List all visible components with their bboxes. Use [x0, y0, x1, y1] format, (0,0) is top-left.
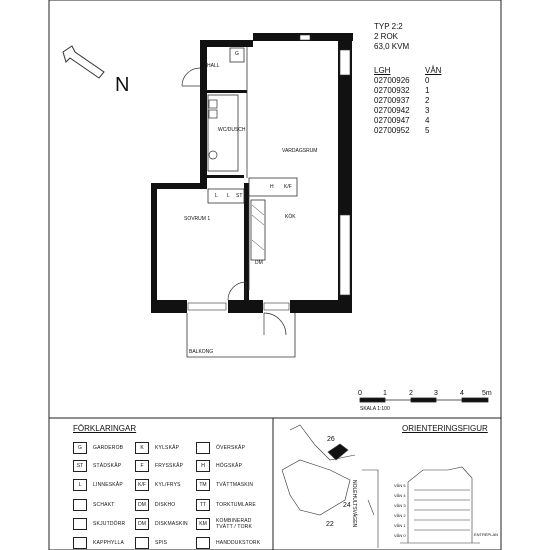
building-section [400, 467, 480, 543]
legend-item: TM TVÄTTMASKIN [196, 479, 253, 491]
orientation-title: ORIENTERINGSFIGUR [402, 424, 488, 433]
legend-item: K KYLSKÅP [135, 442, 179, 454]
apartment-van: 4 [425, 116, 430, 125]
fixture-l: L [227, 193, 230, 199]
floor-label: VÅN 5 [394, 483, 406, 488]
legend-item: G GARDEROB [73, 442, 123, 454]
legend-item: KM KOMBINERAD TVÄTT / TORK [196, 518, 266, 530]
legend-item: DM DISKMASKIN [135, 518, 188, 530]
orientation-map [282, 425, 378, 548]
apartment-lgh: 02700926 [374, 76, 410, 85]
apartment-van: 0 [425, 76, 430, 85]
apartment-lgh: 02700942 [374, 106, 410, 115]
scale-bar [360, 398, 488, 402]
apartment-van: 5 [425, 126, 430, 135]
room-label-bedroom: SOVRUM 1 [184, 216, 211, 222]
legend-item: DM DISKHO [135, 499, 175, 511]
fixture-l: L [215, 193, 218, 199]
floor-label: VÅN 2 [394, 513, 406, 518]
room-label-hall: HALL [207, 63, 220, 69]
scale-tick: 2 [409, 390, 413, 397]
apartment-lgh: 02700952 [374, 126, 410, 135]
building-number: 22 [326, 521, 334, 528]
room-label-kitchen: KÖK [285, 214, 296, 220]
legend-item: KAPPHYLLA [73, 537, 124, 549]
unit-area: 63,0 KVM [374, 42, 410, 51]
fixture-h: H [270, 184, 274, 190]
legend-title: FÖRKLARINGAR [73, 424, 137, 433]
fixture-dm: DM [255, 260, 263, 266]
apartment-lgh: 02700937 [374, 96, 410, 105]
legend-item: HANDDUKSTORK [196, 537, 260, 549]
fixture-kf: K/F [284, 184, 292, 190]
legend-item: ÖVERSKÅP [196, 442, 245, 454]
room-label-wc: WC/DUSCH [218, 127, 246, 133]
apartment-lgh: 02700932 [374, 86, 410, 95]
floor-label: VÅN 0 [394, 533, 406, 538]
floor-label: VÅN 4 [394, 493, 406, 498]
north-arrow-icon [63, 46, 104, 78]
street-name: NOLEHULTSVÄGEN [351, 480, 357, 528]
scale-label: SKALA 1:100 [360, 406, 390, 412]
floor-label: VÅN 1 [394, 523, 406, 528]
room-label-living: VARDAGSRUM [282, 148, 318, 154]
walls [151, 33, 353, 313]
fixture-st: ST [236, 193, 243, 199]
legend-item: F FRYSSKÅP [135, 460, 183, 472]
building-number: 24 [343, 502, 351, 509]
scale-tick: 5m [482, 390, 492, 397]
scale-tick: 3 [434, 390, 438, 397]
legend-item: ST STÄDSKÅP [73, 460, 121, 472]
legend-item: SKJUTDÖRR [73, 518, 125, 530]
room-label-balcony: BALKONG [189, 349, 214, 355]
north-label: N [115, 74, 130, 96]
legend-item: K/F KYL/FRYS [135, 479, 181, 491]
windows [188, 35, 350, 310]
scale-tick: 0 [358, 390, 362, 397]
entry-level-label: ENTRÉPLAN [474, 532, 499, 537]
scale-tick: 1 [383, 390, 387, 397]
doors [182, 68, 286, 335]
apartment-van: 3 [425, 106, 430, 115]
unit-rooms: 2 ROK [374, 32, 399, 41]
wc-fixtures [209, 100, 217, 159]
unit-type: TYP 2:2 [374, 22, 403, 31]
legend-item: TT TORKTUMLARE [196, 499, 256, 511]
interior-walls [208, 47, 297, 290]
apartment-van: 2 [425, 96, 430, 105]
fixture-g: G [235, 51, 239, 57]
scale-tick: 4 [460, 390, 464, 397]
building-number: 26 [327, 436, 335, 443]
kitchen-counter-hatch [252, 205, 264, 250]
legend-item: SPIS [135, 537, 167, 549]
apartment-lgh: 02700947 [374, 116, 410, 125]
apartment-van: 1 [425, 86, 430, 95]
floor-label: VÅN 3 [394, 503, 406, 508]
apartments-header-van: VÅN [425, 66, 442, 75]
legend-item: L LINNESKÅP [73, 479, 123, 491]
legend-item: H HÖGSKÅP [196, 460, 242, 472]
legend-item: SCHAKT [73, 499, 114, 511]
apartments-header-lgh: LGH [374, 66, 391, 75]
